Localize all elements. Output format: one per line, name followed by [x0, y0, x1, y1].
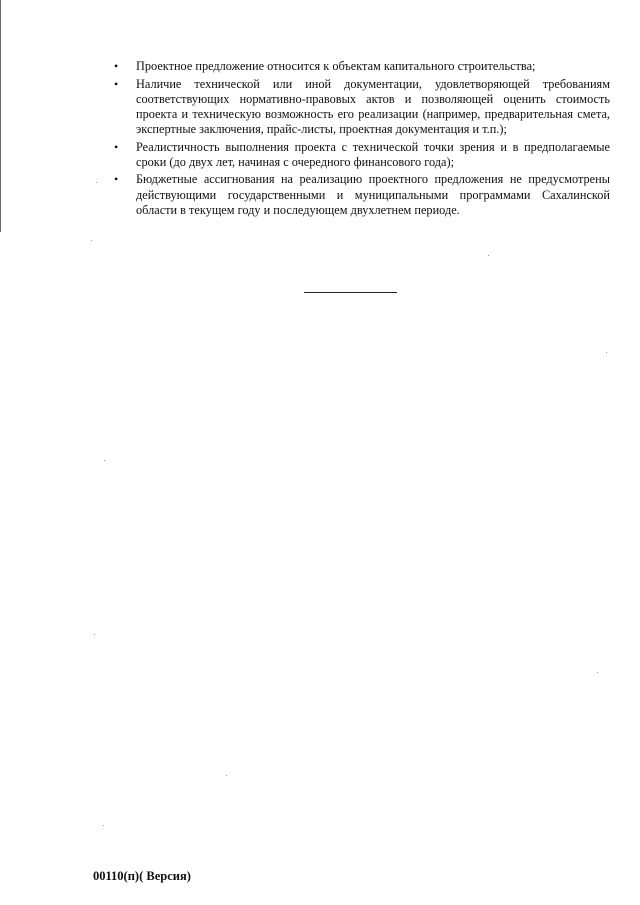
criteria-list [112, 59, 610, 220]
scan-speck [104, 460, 105, 461]
list-item [112, 140, 610, 170]
list-item [112, 77, 610, 138]
scan-speck [94, 634, 95, 635]
scan-speck [488, 255, 489, 256]
scan-speck [597, 672, 598, 673]
list-item-text: Реалистичность выполнения проекта с технической точки зрения и в предполагаемые сроки (до двух лет, начиная с очередного финансового года); [136, 139, 610, 169]
section-separator [304, 292, 397, 293]
list-item-text: Бюджетные ассигнования на реализацию проектного предложения не предусмотрены действующими государственными и муниципальными программами Сахалинской области в текущем году и последующем двухлетнем периоде. [136, 172, 610, 217]
scan-speck [91, 240, 92, 241]
list-item [112, 172, 610, 218]
document-code: 00110(п)( Версия) [93, 869, 191, 883]
scan-speck [226, 775, 227, 776]
scan-edge-mark [0, 0, 1, 232]
scan-speck [606, 352, 607, 353]
bullet-icon: • [114, 76, 119, 91]
bullet-icon: • [114, 172, 119, 187]
list-item [112, 59, 610, 74]
bullet-icon: • [114, 59, 119, 73]
list-item-text: Наличие технической или иной документации, удовлетворяющей требованиям соответствующих нормативно-правовых актов и позволяющей оценить стоимость проекта и техническую возможность его реализации (например, предварительная смета, экспертные заключения, прайс-листы, проектная документация и т.п.); [136, 76, 610, 137]
scan-speck [103, 825, 104, 826]
list-item-text: Проектное предложение относится к объектам капитального строительства; [136, 59, 536, 73]
bullet-icon: • [114, 139, 119, 154]
scan-speck [96, 182, 97, 183]
